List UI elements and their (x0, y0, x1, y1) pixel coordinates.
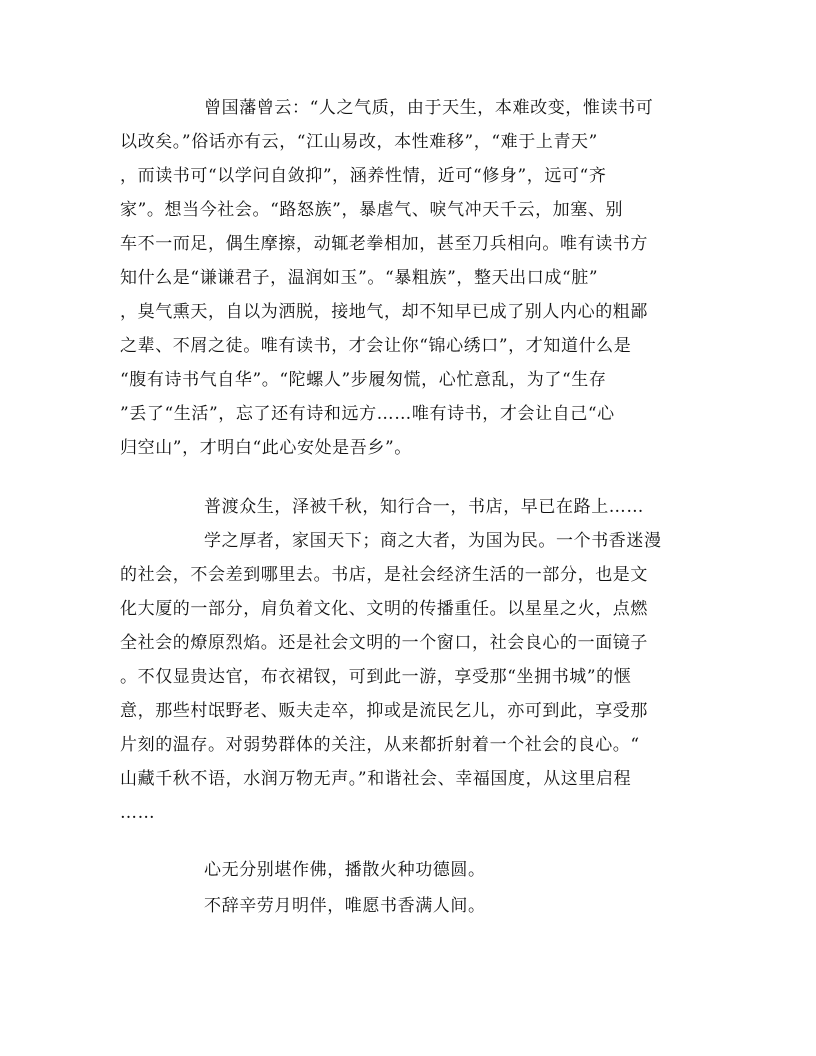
text-line: 知什么是“谦谦君子，温润如玉”。“暴粗族”，整天出口成“脏” (120, 268, 599, 288)
text-line: 车不一而足，偶生摩擦，动辄老拳相加，甚至刀兵相向。唯有读书方 (120, 234, 648, 254)
text-line: ”丢了“生活”，忘了还有诗和远方……唯有诗书，才会让自己“心 (120, 404, 615, 424)
paragraph-society (120, 524, 700, 830)
text-line: 归空山”，才明白“此心安处是吾乡”。 (120, 438, 412, 458)
text-line: 学之厚者，家国天下；商之大者，为国为民。一个书香迷漫 (204, 531, 662, 551)
text-line: 家”。想当今社会。“路怒族”，暴虐气、唳气冲天千云，加塞、别 (120, 200, 624, 220)
text-line: 意，那些村氓野老、贩夫走卒，抑或是流民乞儿，亦可到此，享受那 (120, 701, 648, 721)
text-line: …… (120, 803, 156, 823)
verse-line-1 (120, 853, 700, 887)
text-line: 。不仅显贵达官，布衣裙钗，可到此一游，享受那“坐拥书城”的惬 (120, 667, 632, 687)
text-line: 之辈、不屑之徒。唯有读书，才会让你“锦心绣口”，才知道什么是 (120, 336, 632, 356)
text-line: 山藏千秋不语，水润万物无声。”和谐社会、幸福国度，从这里启程 (120, 769, 632, 789)
paragraph-bookstore-on-road (120, 490, 700, 524)
text-line: ，臭气熏天，自以为洒脱，接地气，却不知早已成了别人内心的粗鄙 (120, 302, 648, 322)
text-line: “腹有诗书气自华”。“陀螺人”步履匆慌，心忙意乱，为了“生存 (120, 370, 607, 390)
text-line: 不辞辛劳月明伴，唯愿书香满人间。 (204, 896, 486, 916)
verse-line-2 (120, 889, 700, 923)
text-line: 片刻的温存。对弱势群体的关注，从来都折射着一个社会的良心。“ (120, 735, 640, 755)
text-line: 的社会，不会差到哪里去。书店，是社会经济生活的一部分，也是文 (120, 565, 648, 585)
text-line: 普渡众生，泽被千秋，知行合一，书店，早已在路上…… (204, 497, 644, 517)
text-line: ，而读书可“以学问自敛抑”，涵养性情，近可“修身”，远可“齐 (120, 166, 607, 186)
text-line: 以改矣。”俗话亦有云，“江山易改，本性难移”，“难于上青天” (120, 132, 598, 152)
text-line: 曾国藩曾云：“人之气质，由于天生，本难改变，惟读书可 (204, 98, 654, 118)
text-line: 化大厦的一部分，肩负着文化、文明的传播重任。以星星之火，点燃 (120, 599, 648, 619)
text-line: 心无分别堪作佛，播散火种功德圆。 (204, 860, 486, 880)
paragraph-intro (120, 91, 700, 465)
text-line: 全社会的燎原烈焰。还是社会文明的一个窗口，社会良心的一面镜子 (120, 633, 648, 653)
